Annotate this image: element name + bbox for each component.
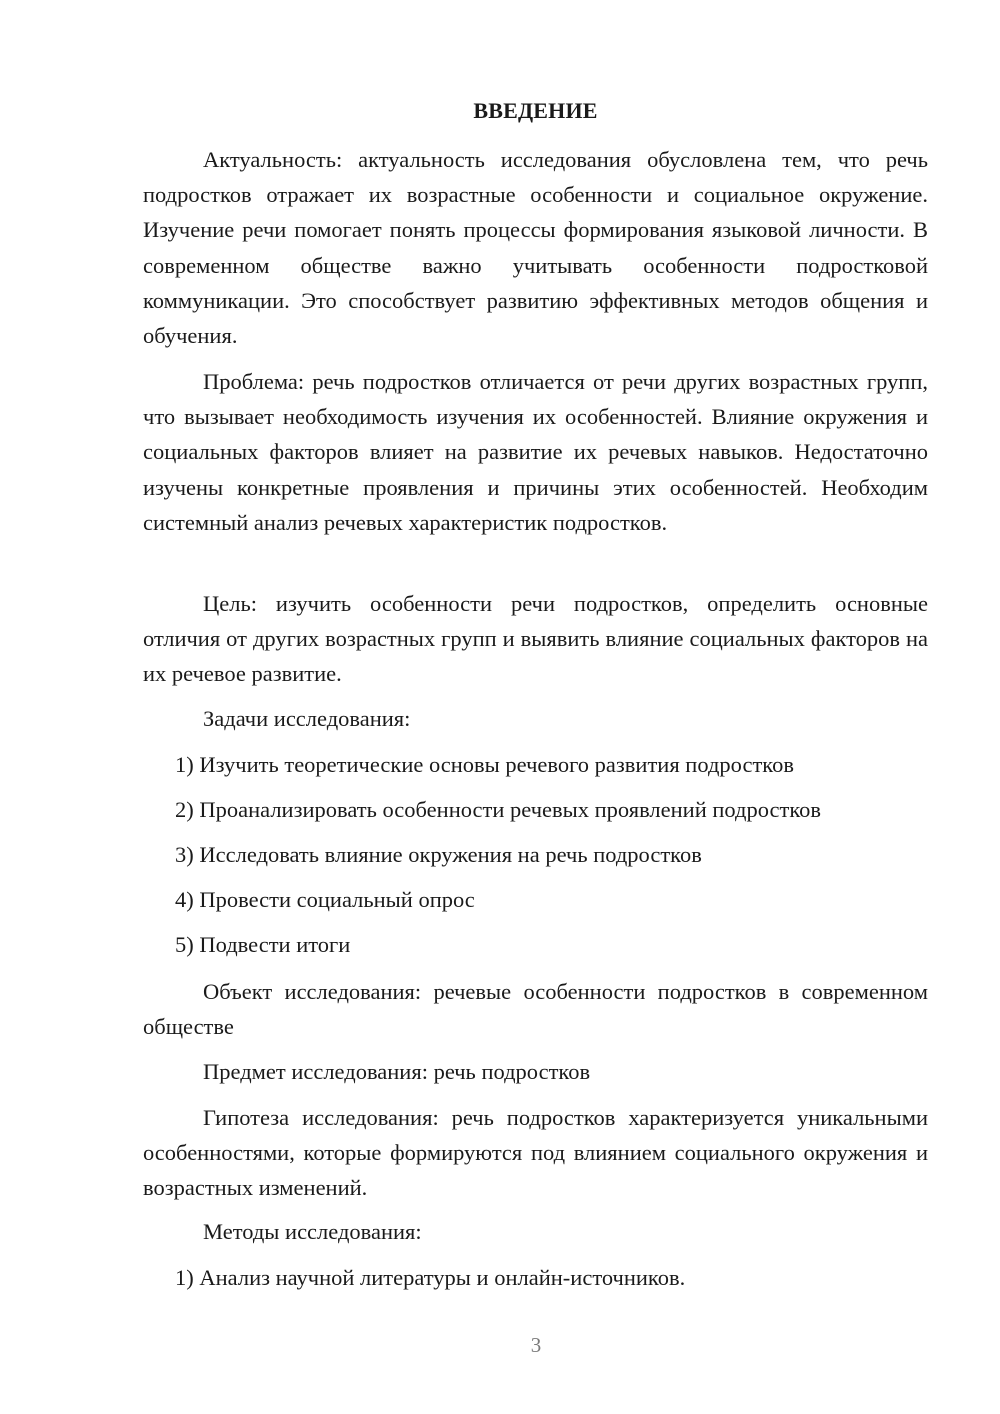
relevance-paragraph: Актуальность: актуальность исследования обусловлена тем, что речь подростков отражает их возрастные особенности и социальное окружение. Изучение речи помогает понять процессы формирования языковой личности. В современном обществе важно учитывать особенности подростковой коммуникации. Это способствует развитию эффективных методов общения и обучения. — [143, 147, 928, 349]
methods-heading: Методы исследования: — [203, 1219, 422, 1244]
object-paragraph: Объект исследования: речевые особенности подростков в современном обществе — [143, 979, 928, 1040]
method-item: 1) Анализ научной литературы и онлайн-источников. — [175, 1265, 686, 1290]
goal-paragraph: Цель: изучить особенности речи подростков, определить основные отличия от других возрастных групп и выявить влияние социальных факторов на их речевое развитие. — [143, 591, 928, 687]
problem-paragraph: Проблема: речь подростков отличается от речи других возрастных групп, что вызывает необходимость изучения их особенностей. Влияние окружения и социальных факторов влияет на развитие их речевых навыков. Недостаточно изучены конкретные проявления и причины этих особенностей. Необходим системный анализ речевых характеристик подростков. — [143, 369, 928, 535]
page-number: 3 — [530, 1333, 542, 1357]
task-item: 5) Подвести итоги — [175, 932, 351, 957]
task-item: 4) Провести социальный опрос — [175, 887, 475, 912]
task-item: 1) Изучить теоретические основы речевого развития подростков — [175, 752, 794, 777]
tasks-heading: Задачи исследования: — [203, 706, 411, 731]
task-item: 2) Проанализировать особенности речевых проявлений подростков — [175, 797, 822, 822]
task-item: 3) Исследовать влияние окружения на речь подростков — [175, 842, 702, 867]
page-title: ВВЕДЕНИЕ — [473, 98, 598, 123]
subject-paragraph: Предмет исследования: речь подростков — [203, 1059, 591, 1084]
hypothesis-paragraph: Гипотеза исследования: речь подростков характеризуется уникальными особенностями, которые формируются под влиянием социального окружения и возрастных изменений. — [143, 1105, 928, 1201]
